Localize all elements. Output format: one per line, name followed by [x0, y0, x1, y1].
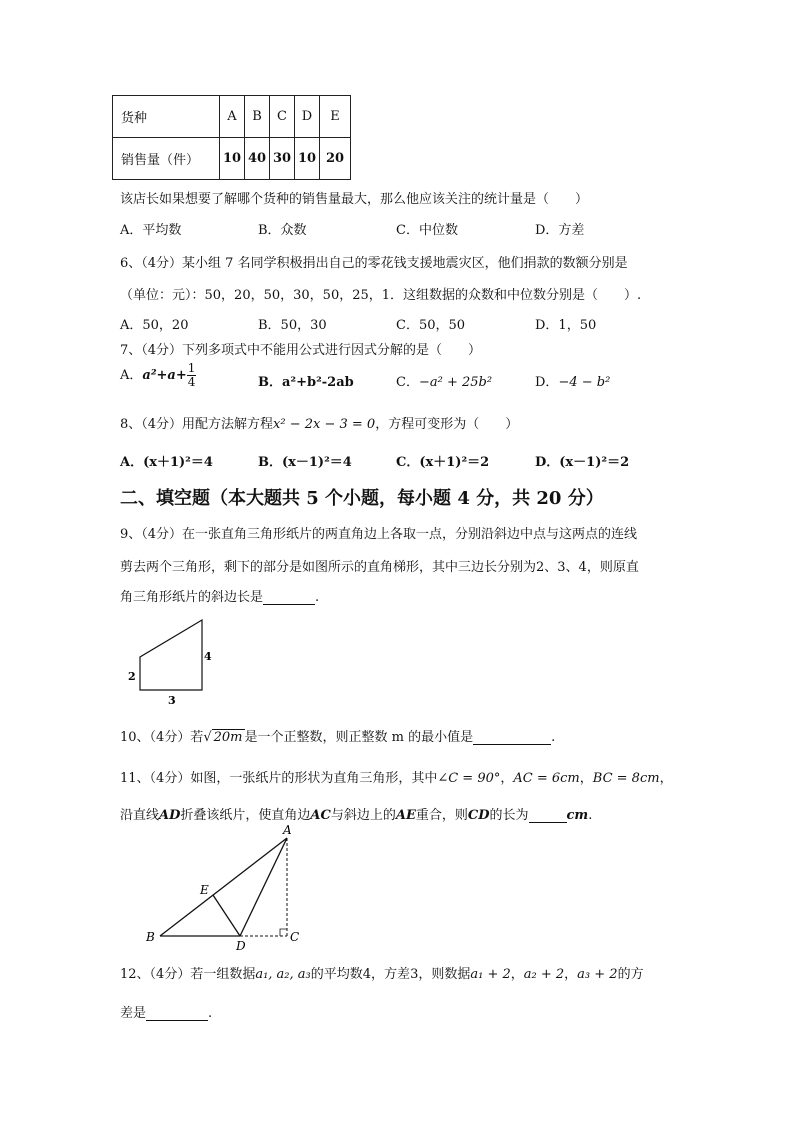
sales-table: [112, 95, 351, 180]
q12-line2-text: 差是: [120, 1006, 147, 1021]
table-category-cell: C: [270, 96, 295, 138]
q11-ae: AE: [395, 808, 416, 823]
triangle-figure: [140, 822, 310, 952]
q9-line3: [120, 586, 319, 605]
section-title: 二、填空题（本大题共 5 个小题，每小题 4 分，共 20 分）: [120, 488, 604, 509]
q12-comma: ，: [564, 967, 578, 982]
point-label-c: C: [290, 930, 300, 944]
q11-line2-before: 沿直线: [120, 808, 160, 823]
sqrt-sign: √: [203, 730, 212, 745]
table-value-cell: 10: [295, 138, 320, 180]
q12-comma: ，: [510, 967, 524, 982]
q7-option-a-text: a²+a+: [142, 368, 187, 383]
q11-line2-mid4: 的长为: [489, 808, 529, 823]
right-angle-mark: [280, 929, 287, 936]
trapezoid-label-left: 2: [128, 670, 136, 683]
q11-line2-mid2: 与斜边上的: [330, 808, 396, 823]
q12-mid2: ，方差: [371, 967, 411, 982]
q11-unit: cm: [566, 808, 589, 823]
q11-line2-mid3: 重合，则: [415, 808, 468, 823]
q6-line1: 6、（4分）某小组 7 名同学积极捐出自己的零花钱支援地震灾区，他们捐款的数额分别是: [120, 256, 628, 271]
q6-option-c: C．50，50: [396, 318, 466, 333]
table-header-row: [113, 96, 351, 138]
q11-sep: ，: [579, 771, 593, 786]
trapezoid-label-bottom: 3: [168, 694, 176, 707]
q12-line2: [120, 1002, 212, 1021]
q10-text: [120, 726, 555, 745]
q8-equation: x² − 2x − 3 = 0: [273, 417, 376, 432]
trapezoid-label-right: 4: [204, 650, 212, 663]
q11-ac-length: AC = 6cm: [513, 771, 580, 786]
q8-stem-after: ，方程可变形为（ ）: [375, 417, 519, 432]
q8-option-d: D．(x－1)²＝2: [535, 455, 630, 470]
answer-blank: [146, 1005, 208, 1021]
q11-ad: AD: [159, 808, 181, 823]
q7-stem: 7、（4分）下列多项式中不能用公式进行因式分解的是（ ）: [120, 343, 482, 358]
table-category-cell: B: [245, 96, 270, 138]
table-category-cell: E: [320, 96, 351, 138]
q9-line1: 9、（4分）在一张直角三角形纸片的两直角边上各取一点，分别沿斜边中点与这两点的连线: [120, 527, 638, 542]
q11-ac: AC: [310, 808, 331, 823]
point-label-b: B: [146, 930, 155, 944]
q6-option-b: B．50，30: [258, 318, 327, 333]
q12-mid1: 的平均数: [310, 967, 363, 982]
q11-line2-end: .: [588, 808, 593, 823]
table-value-cell: 10: [220, 138, 245, 180]
table-value-cell: 30: [270, 138, 295, 180]
trapezoid-shape: [140, 620, 202, 690]
q11-angle-c: ∠C = 90°: [437, 771, 501, 786]
q10-radicand: 20m: [213, 730, 243, 745]
q7-option-d-math: −4 − b²: [558, 375, 611, 390]
q5-option-a: A．平均数: [120, 223, 182, 238]
q7-option-a: [120, 362, 196, 389]
table-category-cell: D: [295, 96, 320, 138]
q7-option-d-prefix: D．: [535, 375, 559, 390]
q11-line1-before: 11、（4分）如图，一张纸片的形状为直角三角形，其中: [120, 771, 438, 786]
q12-mean: 4: [362, 967, 372, 982]
segment-de: [213, 895, 240, 936]
q5-stem: 该店长如果想要了解哪个货种的销售量最大，那么他应该关注的统计量是（ ）: [120, 192, 589, 207]
table-header-label: 货种: [113, 96, 220, 138]
q9-line3-end: .: [315, 590, 320, 605]
point-label-e: E: [200, 883, 209, 897]
q11-sep: ，: [500, 771, 514, 786]
fold-line-ad: [240, 838, 287, 936]
q12-before: 12、（4分）若一组数据: [120, 967, 256, 982]
q11-line1: [120, 767, 673, 786]
q9-line2: 剪去两个三角形，剩下的部分是如图所示的直角梯形，其中三边长分别为2、3、4，则原直: [120, 560, 639, 575]
q7-option-b: [258, 371, 354, 390]
q8-stem: [120, 413, 518, 432]
q6-option-a: A．50，20: [120, 318, 189, 333]
q12-data-set: a₁, a₂, a₃: [255, 967, 311, 982]
q9-line3-text: 角三角形纸片的斜边长是: [120, 590, 264, 605]
point-label-d: D: [236, 939, 246, 952]
q5-option-b: B．众数: [258, 223, 307, 238]
q5-option-d: D．方差: [535, 223, 585, 238]
q11-line2: [120, 804, 592, 823]
table-value-cell: 20: [320, 138, 351, 180]
table-value-row: [113, 138, 351, 180]
q12-expr1: a₁ + 2: [470, 967, 511, 982]
q12-expr3: a₃ + 2: [577, 967, 618, 982]
q6-line2: （单位：元）：50，20，50，30，50，25，1．这组数据的众数和中位数分别是（ ）.: [120, 288, 642, 303]
q6-option-d: D．1，50: [535, 318, 597, 333]
q12-variance: 3: [410, 967, 419, 982]
q10-end: .: [551, 730, 556, 745]
q7-option-a-fraction: [187, 362, 197, 389]
q10-after: 是一个正整数，则正整数 m 的最小值是: [244, 730, 474, 745]
trapezoid-figure: [124, 612, 220, 708]
table-category-cell: A: [220, 96, 245, 138]
fraction-denominator: 4: [187, 375, 196, 389]
q12-mid3: ，则数据: [418, 967, 471, 982]
answer-blank: [529, 807, 567, 823]
q11-bc-length: BC = 8cm: [592, 771, 660, 786]
q12-mid4: 的方: [617, 967, 644, 982]
q12-end: .: [208, 1006, 213, 1021]
q7-option-d: [535, 371, 610, 390]
table-value-cell: 40: [245, 138, 270, 180]
q11-cd: CD: [467, 808, 490, 823]
q7-option-c-math: −a² + 25b²: [418, 375, 493, 390]
q8-option-c: C．(x＋1)²＝2: [396, 455, 490, 470]
q7-option-a-prefix: A．: [120, 368, 143, 383]
q12-line1: [120, 963, 644, 982]
q5-option-c: C．中位数: [396, 223, 458, 238]
q7-option-c-prefix: C．: [396, 375, 419, 390]
answer-blank: [263, 589, 315, 605]
hypotenuse-ab: [160, 838, 287, 936]
q8-option-b: B．(x－1)²＝4: [258, 455, 352, 470]
q11-line2-mid1: 折叠该纸片，使直角边: [180, 808, 311, 823]
table-row-label: 销售量（件）: [113, 138, 220, 180]
q7-option-b-text: B．a²+b²-2ab: [258, 375, 354, 390]
q12-expr2: a₂ + 2: [523, 967, 565, 982]
q7-option-c: [396, 371, 492, 390]
q8-stem-before: 8、（4分）用配方法解方程: [120, 417, 274, 432]
answer-blank: [473, 729, 551, 745]
q11-sep: ，: [659, 771, 673, 786]
q10-before: 10、（4分）若: [120, 730, 204, 745]
q8-option-a: A．(x＋1)²＝4: [120, 455, 213, 470]
point-label-a: A: [283, 823, 292, 837]
fraction-numerator: 1: [187, 361, 196, 375]
